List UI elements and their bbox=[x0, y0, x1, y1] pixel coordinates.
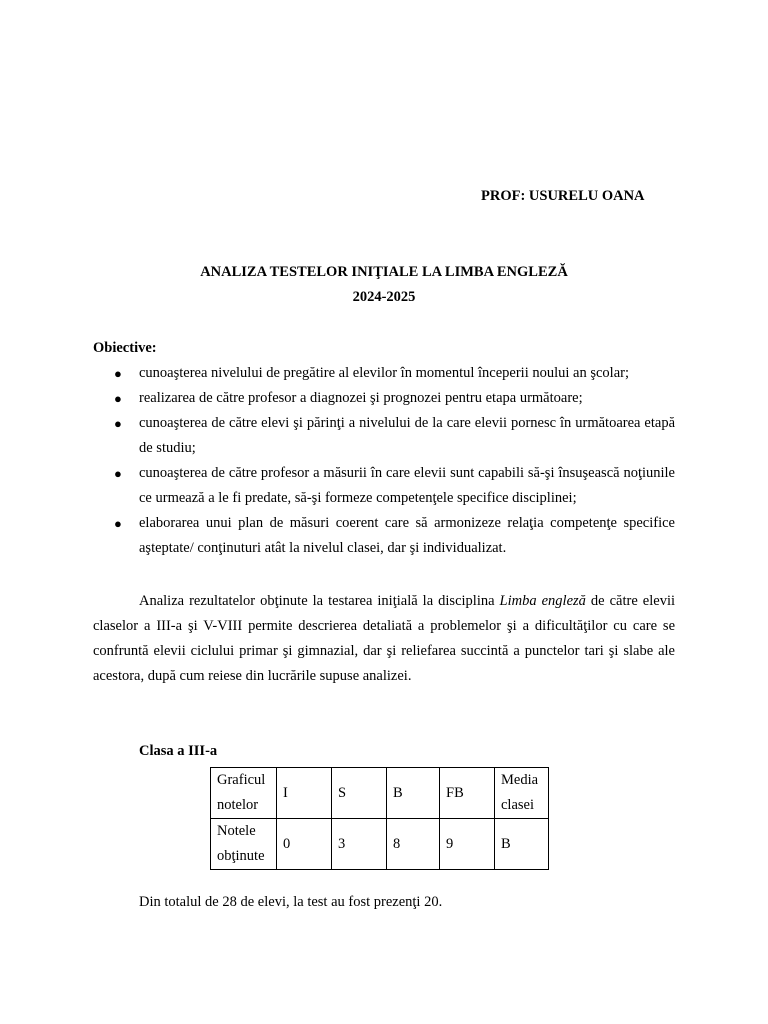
header-label-line2: notelor bbox=[217, 797, 259, 813]
objectives-heading: Obiective: bbox=[93, 340, 157, 356]
bullet-icon: ● bbox=[114, 516, 122, 531]
grades-table bbox=[210, 767, 549, 870]
paragraph-text-after: de către elevii claselor a III-a şi V-VIII permite descrierea detaliată a problemelor şi a dificultăţilor cu care se confruntă elevii ciclului primar şi gimnazial, dar şi reliefarea succintă a punctelor tari şi slabe ale acestora, după cum reiese din lucrările supuse analizei. bbox=[93, 593, 676, 684]
paragraph-text-before: Analiza rezultatelor obţinute la testarea iniţială la disciplina bbox=[139, 593, 500, 609]
objective-text: elaborarea unui plan de măsuri coerent care să armonizeze relaţia competenţe specifice aşteptate/ conţinuturi atât la nivelul clasei, dar şi individualizat. bbox=[139, 515, 675, 556]
table-header-cell: B bbox=[387, 768, 440, 819]
objective-text: cunoaşterea nivelului de pregătire al elevilor în momentul începerii noului an şcolar; bbox=[139, 365, 630, 381]
row-label-line2: obţinute bbox=[217, 848, 265, 864]
table-cell: 8 bbox=[387, 819, 440, 870]
list-item bbox=[93, 361, 675, 386]
subject-name: Limba engleză bbox=[499, 593, 586, 609]
analysis-paragraph bbox=[93, 589, 675, 689]
table-cell: B bbox=[495, 819, 549, 870]
list-item bbox=[93, 411, 675, 461]
table-header-cell bbox=[211, 768, 277, 819]
table-row bbox=[211, 819, 549, 870]
table-cell: 3 bbox=[332, 819, 387, 870]
attendance-text: Din totalul de 28 de elevi, la test au fost prezenţi 20. bbox=[139, 894, 443, 910]
row-label-line1: Notele bbox=[217, 823, 256, 839]
objective-text: cunoaşterea de către elevi şi părinţi a nivelului de la care elevii pornesc în următoarea etapă de studiu; bbox=[139, 415, 675, 456]
header-label-line1: Graficul bbox=[217, 772, 266, 788]
list-item bbox=[93, 511, 675, 561]
objectives-list bbox=[93, 361, 675, 561]
table-header-cell: FB bbox=[440, 768, 495, 819]
class-heading: Clasa a III-a bbox=[139, 743, 218, 759]
table-cell: 0 bbox=[277, 819, 332, 870]
table-row bbox=[211, 768, 549, 819]
table-header-cell: S bbox=[332, 768, 387, 819]
table-header-cell bbox=[495, 768, 549, 819]
bullet-icon: ● bbox=[114, 366, 122, 381]
list-item bbox=[93, 386, 675, 411]
school-year: 2024-2025 bbox=[352, 289, 416, 305]
objective-text: realizarea de către profesor a diagnozei şi prognozei pentru etapa următoare; bbox=[139, 390, 583, 406]
table-cell bbox=[211, 819, 277, 870]
table-cell: 9 bbox=[440, 819, 495, 870]
media-label-line1: Media bbox=[501, 772, 539, 788]
objective-text: cunoaşterea de către profesor a măsurii în care elevii sunt capabili să-şi însuşească noţiunile ce urmează a le fi predate, să-şi formeze competenţele specifice disciplinei; bbox=[139, 465, 675, 506]
document-title: ANALIZA TESTELOR INIŢIALE LA LIMBA ENGLEZĂ bbox=[200, 264, 568, 280]
list-item bbox=[93, 461, 675, 511]
media-label-line2: clasei bbox=[501, 797, 535, 813]
bullet-icon: ● bbox=[114, 416, 122, 431]
author-name: PROF: USURELU OANA bbox=[481, 188, 645, 204]
table-header-cell: I bbox=[277, 768, 332, 819]
bullet-icon: ● bbox=[114, 391, 122, 406]
bullet-icon: ● bbox=[114, 466, 122, 481]
